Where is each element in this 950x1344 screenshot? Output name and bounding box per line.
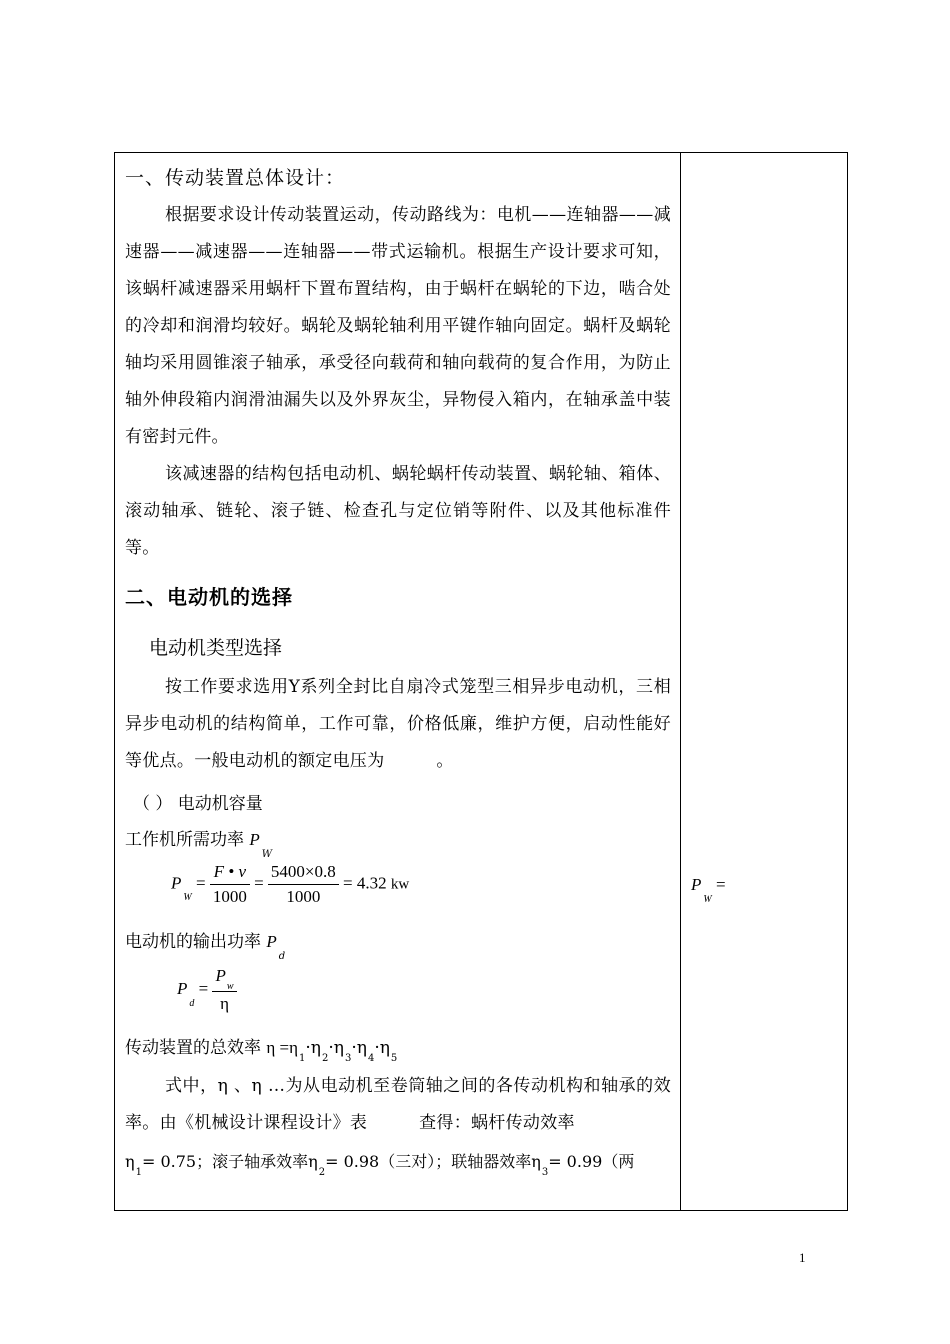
work-power-label: 工作机所需功率 xyxy=(125,830,244,850)
eta-sub-2: 2 xyxy=(322,1053,329,1064)
efficiency-values-line: $\eta_1= 0.75$；滚子轴承效率$\eta_2= 0.98$（三对）；联轴器效率$\eta_3= 0.99$（两 xyxy=(125,1152,635,1178)
pd-fraction-denominator: η xyxy=(220,994,229,1013)
section1-paragraph-2: 该减速器的结构包括电动机、蜗轮蜗杆传动装置、蜗轮轴、箱体、滚动轴承、链轮、滚子链、检查孔与定位销等附件、以及其他标准件等。 xyxy=(125,464,671,558)
pw-eq-subscript: W xyxy=(183,892,192,904)
output-power-line xyxy=(125,927,286,962)
pw-fraction-1-numerator: F • v xyxy=(210,861,250,885)
pw-fraction-2-denominator: 1000 xyxy=(286,887,321,906)
section1-heading: 一、传动装置总体设计： xyxy=(125,167,346,189)
pd-num-symbol: P xyxy=(215,966,226,985)
pd-num-subscript: w xyxy=(226,981,234,992)
side-pw-subscript: W xyxy=(703,894,712,905)
capacity-label: （ ） 电动机容量 xyxy=(133,794,263,814)
section2-paragraph-1: 按工作要求选用Y系列全封比自扇冷式笼型三相异步电动机，三相异步电动机的结构简单，工作可靠，价格低廉，维护方便，启动性能好等优点。一般电动机的额定电压为 。 xyxy=(125,677,671,771)
eta-sub-3: 3 xyxy=(344,1053,352,1064)
pd-symbol: P xyxy=(266,932,277,951)
eta-text-3: （两 xyxy=(602,1152,635,1171)
work-power-line xyxy=(125,825,273,860)
pd-eq-symbol: P xyxy=(177,978,188,998)
column-divider xyxy=(680,153,681,1210)
pw-fraction-2 xyxy=(268,861,339,908)
pd-equation: $P_d$ = $\frac{P_w}{\eta}$ xyxy=(177,965,237,1015)
eta-text-2: （三对）；联轴器效率 xyxy=(379,1152,532,1171)
efficiency-label: 传动装置的总效率 xyxy=(125,1038,261,1058)
section1-paragraph-1: 根据要求设计传动装置运动，传动路线为：电机——连轴器——减速器——减速器——连轴器——带式运输机。根据生产设计要求可知，该蜗杆减速器采用蜗杆下置布置结构，由于蜗杆在蜗轮的下边，啮合处的冷却和润滑均较好。蜗轮及蜗轮轴利用平键作轴向固定。蜗杆及蜗轮轴均采用圆锥滚子轴承，承受径向载荷和轴向载荷的复合作用，为防止轴外伸段箱内润滑油漏失以及外界灰尘，异物侵入箱内，在轴承盖中装有密封元件。 xyxy=(125,205,671,447)
pd-subscript: d xyxy=(278,951,286,962)
eta1-value: = 0.75 xyxy=(141,1152,197,1171)
content-table xyxy=(114,152,848,1211)
pw-equation: $P_W$ = $\frac{F • v}{1000}$ = $\frac{5400\times 0.8}{1000}$ = 4.32 kw xyxy=(171,862,410,906)
pd-eq-subscript: d xyxy=(189,997,195,1009)
page-number: 1 xyxy=(799,1250,806,1265)
efficiency-line: 传动装置的总效率 $\eta =\eta_1\cdot\eta_2\cdot\eta_3\cdot\eta_4\cdot\eta_5$ xyxy=(125,1038,398,1064)
pw-eq-symbol: P xyxy=(171,873,182,893)
eta3-value: = 0.99 xyxy=(548,1152,603,1171)
section2-heading: 二、电动机的选择 xyxy=(125,585,293,609)
side-pw-equals: = xyxy=(715,875,726,894)
pd-fraction xyxy=(212,965,236,1015)
pw-subscript: W xyxy=(261,849,273,860)
output-power-label: 电动机的输出功率 xyxy=(125,932,261,952)
pw-symbol: P xyxy=(249,830,260,849)
pw-fraction-2-numerator: 5400×0.8 xyxy=(268,861,339,885)
eta-sub-5: 5 xyxy=(390,1053,398,1064)
eta2-value: = 0.98 xyxy=(325,1152,380,1171)
pw-unit: kw xyxy=(390,876,410,893)
eta-sub-1: 1 xyxy=(299,1053,306,1064)
pd-fraction-numerator xyxy=(212,965,236,992)
motor-type-heading: 电动机类型选择 xyxy=(149,637,283,659)
side-pw-symbol: P xyxy=(691,875,702,894)
eta-text-1: ；滚子轴承效率 xyxy=(196,1152,309,1171)
efficiency-expression: η =η xyxy=(266,1038,299,1057)
eta-sub-4: 4 xyxy=(367,1053,375,1064)
pw-fraction-1-denominator: 1000 xyxy=(212,887,247,906)
side-pw xyxy=(691,875,726,905)
pw-fraction-1 xyxy=(210,861,250,908)
section2-paragraph-2: 式中，η 、η …为从电动机至卷筒轴之间的各传动机构和轴承的效率。由《机械设计课程设计》表 查得：蜗杆传动效率 xyxy=(125,1076,671,1133)
pw-result: = 4.32 xyxy=(343,873,387,893)
